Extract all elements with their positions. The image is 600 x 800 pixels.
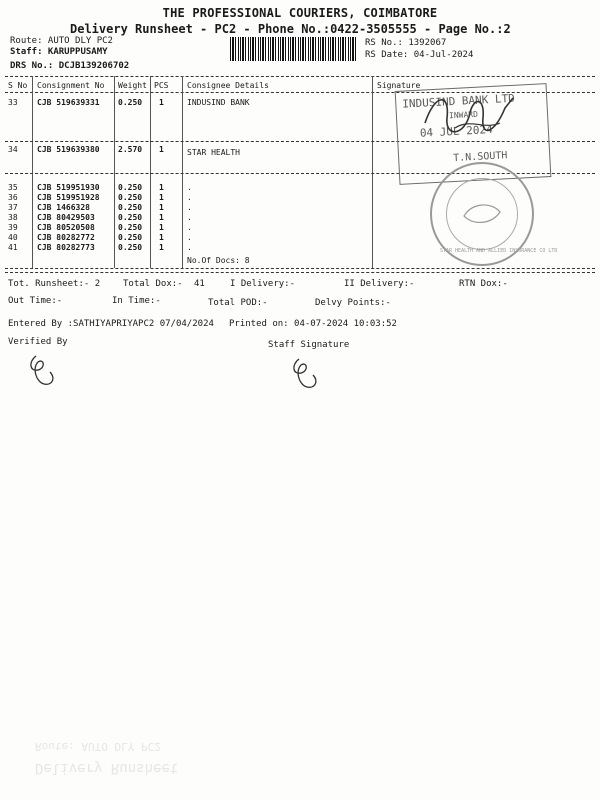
staff-line: Staff: KARUPPUSAMY xyxy=(10,47,108,57)
staff-signature xyxy=(285,355,325,391)
printed-on: Printed on: 04-07-2024 10:03:52 xyxy=(229,319,397,329)
col-separator xyxy=(150,76,151,268)
seal-text: STAR HEALTH AND ALLIED INSURANCE CO LTD xyxy=(440,248,558,254)
verifier-signature xyxy=(22,352,62,388)
row-weight: 0.250 xyxy=(118,223,143,232)
rs-date: RS Date: 04-Jul-2024 xyxy=(365,50,474,60)
row-sno: 34 xyxy=(8,145,18,154)
row-consignment: CJB 80282773 xyxy=(37,243,95,252)
row-sno: 41 xyxy=(8,243,18,252)
row-consignment: CJB 80520508 xyxy=(37,223,95,232)
row-consignee: INDUSIND BANK xyxy=(187,98,250,107)
row-consignee: . xyxy=(187,243,192,252)
tot-runsheet: Tot. Runsheet:- 2 xyxy=(8,279,101,289)
in-time: In Time:- xyxy=(112,296,161,306)
table-top-rule xyxy=(5,76,595,77)
row-weight: 0.250 xyxy=(118,203,143,212)
row-consignment: CJB 519639331 xyxy=(37,98,100,107)
stamp-date: 04 JUL 2024 xyxy=(419,122,493,140)
col-consignee: Consignee Details xyxy=(187,81,269,90)
row-consignment: CJB 80429503 xyxy=(37,213,95,222)
row-pcs: 1 xyxy=(159,98,164,107)
row-pcs: 1 xyxy=(159,243,164,252)
col-separator xyxy=(114,76,115,268)
total-pod: Total POD:- xyxy=(208,298,268,308)
seal-emblem xyxy=(462,198,502,228)
table-bottom-rule xyxy=(5,268,595,269)
row-weight: 0.250 xyxy=(118,193,143,202)
row-consignee: . xyxy=(187,183,192,192)
entered-by: Entered By :SATHIYAPRIYAPC2 07/04/2024 xyxy=(8,319,214,329)
col-consignment: Consignment No xyxy=(37,81,105,90)
row-consignee: STAR HEALTH xyxy=(187,148,240,157)
row-pcs: 1 xyxy=(159,213,164,222)
row-pcs: 1 xyxy=(159,233,164,242)
row-sno: 39 xyxy=(8,223,18,232)
staff-signature-label: Staff Signature xyxy=(268,340,350,350)
row-sno: 35 xyxy=(8,183,18,192)
no-of-docs: No.Of Docs: 8 xyxy=(187,256,250,265)
row-sno: 40 xyxy=(8,233,18,242)
col-separator xyxy=(182,76,183,268)
total-dox-value: 41 xyxy=(194,279,205,289)
stamp-branch: T.N.SOUTH xyxy=(452,150,508,165)
row-weight: 0.250 xyxy=(118,233,143,242)
row-consignee: . xyxy=(187,193,192,202)
row-consignment: CJB 519639380 xyxy=(37,145,100,154)
out-time: Out Time:- xyxy=(8,296,63,306)
row-consignment: CJB 519951928 xyxy=(37,193,100,202)
total-dox-label: Total Dox:- xyxy=(123,279,183,289)
row-sno: 38 xyxy=(8,213,18,222)
row-consignment: CJB 519951930 xyxy=(37,183,100,192)
col-sno: S No xyxy=(8,81,28,90)
runsheet-subtitle: Delivery Runsheet - PC2 - Phone No.:0422-3505555 - Page No.:2 xyxy=(70,22,511,36)
col-pcs: PCS xyxy=(154,81,169,90)
route-line: Route: AUTO DLY PC2 xyxy=(10,36,113,46)
table-bottom-rule-2 xyxy=(5,272,595,273)
row-consignee: . xyxy=(187,203,192,212)
row-pcs: 1 xyxy=(159,203,164,212)
row-weight: 0.250 xyxy=(118,213,143,222)
row-pcs: 1 xyxy=(159,193,164,202)
row-weight: 0.250 xyxy=(118,98,143,107)
stamp-bank-name: INDUSIND BANK LTD xyxy=(402,91,516,111)
row-weight: 0.250 xyxy=(118,243,143,252)
company-title: THE PROFESSIONAL COURIERS, COIMBATORE xyxy=(162,6,438,20)
row-pcs: 1 xyxy=(159,223,164,232)
row-consignee: . xyxy=(187,213,192,222)
row-pcs: 1 xyxy=(159,145,164,154)
row-consignment: CJB 1466328 xyxy=(37,203,90,212)
row-sno: 37 xyxy=(8,203,18,212)
rs-no: RS No.: 1392067 xyxy=(365,38,447,48)
row-weight: 0.250 xyxy=(118,183,143,192)
bleed-through-title: Delivery Runsheet xyxy=(35,760,179,776)
company-seal xyxy=(430,162,558,266)
stamp-inward: INWARD xyxy=(448,109,479,121)
delvy-points: Delvy Points:- xyxy=(315,298,391,308)
rtn-dox: RTN Dox:- xyxy=(459,279,508,289)
row-sno: 33 xyxy=(8,98,18,107)
ii-delivery: II Delivery:- xyxy=(344,279,415,289)
row-consignee: . xyxy=(187,223,192,232)
receiver-signature xyxy=(415,88,525,148)
col-signature: Signature xyxy=(377,81,421,90)
drs-number: DRS No.: DCJB139206702 xyxy=(10,61,130,71)
row-pcs: 1 xyxy=(159,183,164,192)
i-delivery: I Delivery:- xyxy=(230,279,296,289)
col-weight: Weight xyxy=(118,81,147,90)
row-weight: 2.570 xyxy=(118,145,143,154)
bleed-through-route: Route: AUTO DLY PC2 xyxy=(35,740,161,753)
verified-by: Verified By xyxy=(8,337,68,347)
barcode xyxy=(230,37,358,61)
row-consignee: . xyxy=(187,233,192,242)
col-separator xyxy=(372,76,373,268)
col-separator xyxy=(32,76,33,268)
row-consignment: CJB 80282772 xyxy=(37,233,95,242)
row-sno: 36 xyxy=(8,193,18,202)
